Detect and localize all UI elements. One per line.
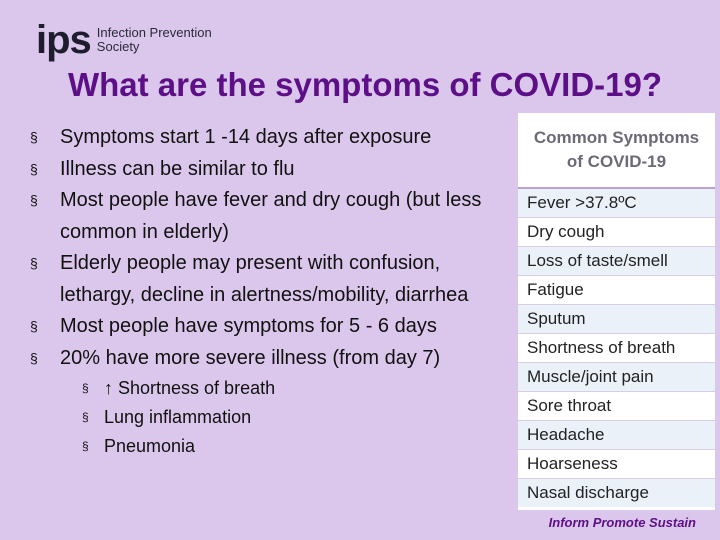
bullet-item [30,343,520,375]
bullet-item [30,185,520,248]
symptom-row: Muscle/joint pain [518,363,715,392]
bullet-marker: § [30,255,38,271]
bullet-text: Illness can be similar to flu [60,157,295,180]
symptom-row: Hoarseness [518,450,715,479]
symptom-row: Loss of taste/smell [518,247,715,276]
bullet-marker: § [82,410,89,424]
slide-title: What are the symptoms of COVID-19? [67,66,663,103]
bullet-marker: § [30,160,38,177]
symptom-row: Headache [518,421,715,450]
bullet-marker: § [82,439,89,453]
sub-bullet-text: Pneumonia [104,436,196,456]
sub-bullet-text: Lung inflammation [104,407,252,427]
sub-bullet-list [82,374,520,461]
sub-bullet-item [82,374,520,403]
bullet-item [30,311,520,343]
bullet-list [30,122,520,461]
bullet-text: Most people have fever and dry cough (but less common in elderly) [60,189,482,243]
sub-bullet-item [82,403,520,432]
symptoms-header-line-2: of COVID-19 [566,152,667,171]
bullet-marker: § [30,192,38,208]
symptom-row: Shortness of breath [518,334,715,363]
bullet-marker: § [30,129,38,145]
logo-text [97,26,212,54]
bullet-item [30,248,520,311]
sub-bullet-text: ↑ Shortness of breath [104,378,276,398]
bullet-marker: § [30,318,38,334]
logo-line-1: Infection Prevention [96,25,212,40]
symptom-row: Fatigue [518,276,715,305]
bullet-text: Most people have symptoms for 5 - 6 days [60,315,437,337]
symptom-row: Dry cough [518,218,715,247]
bullet-item [30,122,520,154]
symptom-row: Sputum [518,305,715,334]
logo-line-2: Society [96,39,140,54]
bullet-marker: § [30,349,38,366]
bullet-text: 20% have more severe illness (from day 7) [60,346,441,369]
ips-logo [36,20,212,60]
bullet-text: Elderly people may present with confusion, lethargy, decline in alertness/mobility, diarrhea [60,252,469,306]
symptom-row: Nasal discharge [518,479,715,507]
symptoms-header-line-1: Common Symptoms [533,128,700,147]
bullet-marker: § [82,381,89,395]
symptom-row: Fever >37.8ºC [518,189,715,218]
bullet-text: Symptoms start 1 -14 days after exposure [60,126,432,148]
common-symptoms-table [518,113,715,510]
symptom-row: Sore throat [518,392,715,421]
symptoms-table-header [518,113,715,189]
bullet-item [30,154,520,186]
sub-bullet-item [82,432,520,461]
logo-mark: ips [36,18,91,62]
footer-tagline: Inform Promote Sustain [548,515,696,530]
